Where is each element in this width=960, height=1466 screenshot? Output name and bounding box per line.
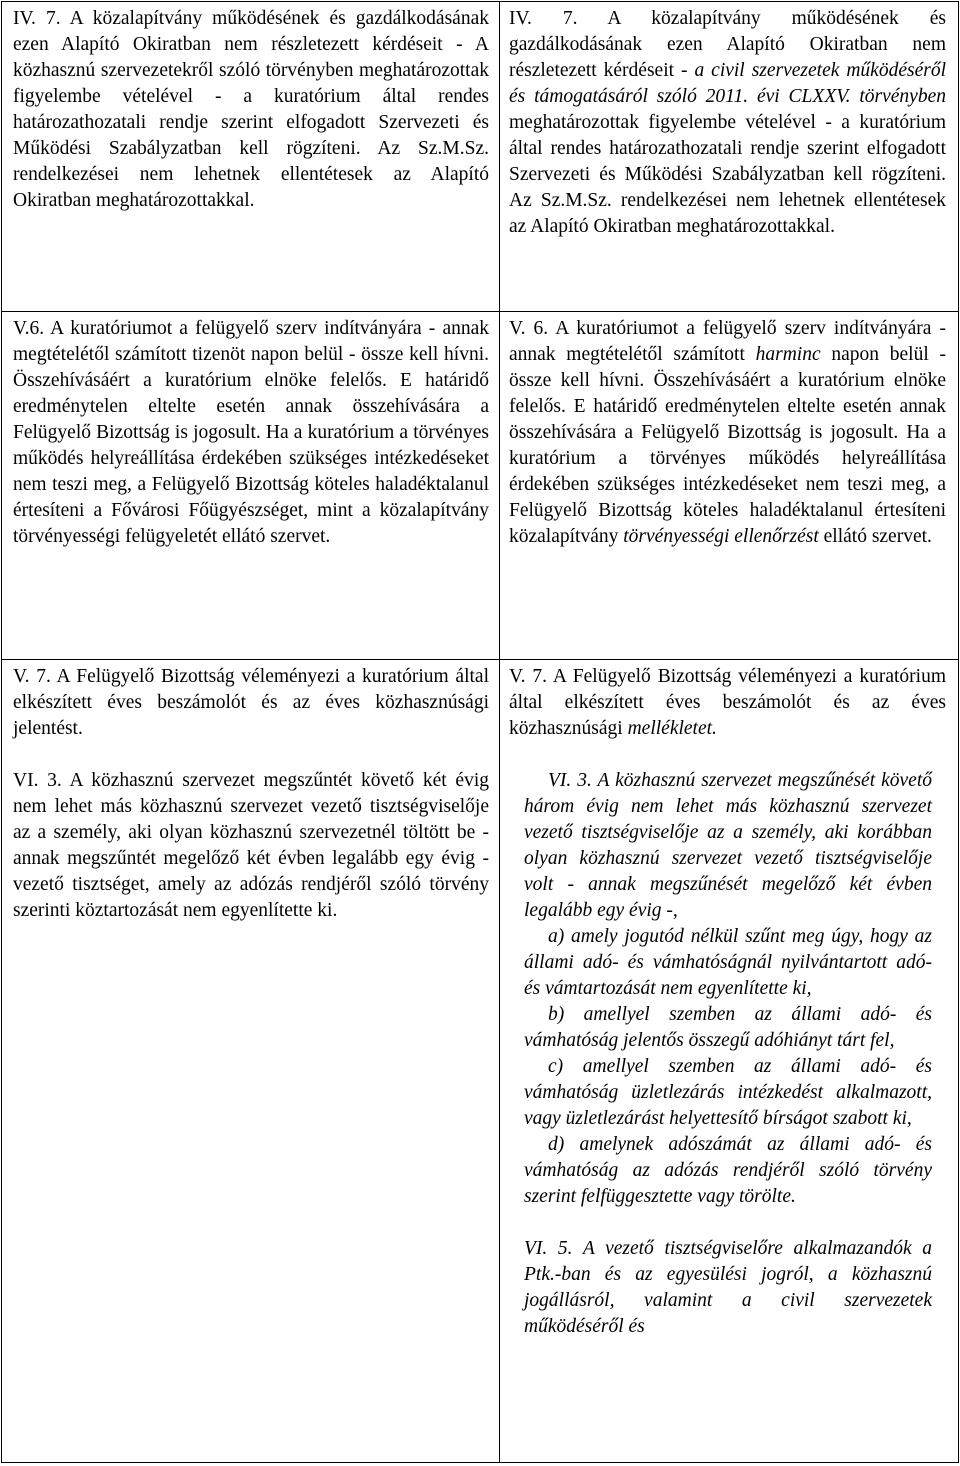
paragraph-iv7-old: IV. 7. A közalapítvány működésének és gazdálkodásának ezen Alapító Okiratban nem részletezett kérdéseit - A közhasznú szervezetekről szóló törvényben meghatározottak figyelembe vételével - a kuratórium által rendes határozathozatali rendje szerint elfogadott Szervezeti és Működési Szabályzatban kell rögzíteni. Az Sz.M.Sz. rendelkezései nem lehetnek ellentétesek az Alapító Okiratban meghatározottakkal. — [13, 8, 489, 211]
new-text-cell — [500, 660, 959, 1463]
old-text-cell — [2, 312, 500, 660]
paragraph-v6-new — [509, 316, 946, 550]
old-text-cell — [2, 2, 500, 312]
italic-text-span: a civil szervezetek működéséről és támogatásáról szóló 2011. évi CLXXV. törvényben — [509, 60, 946, 107]
italic-text-span: mellékletet. — [627, 718, 717, 739]
list-item: b) amellyel szemben az állami adó- és vámhatóság jelentős összegű adóhiányt tárt fel, — [524, 1004, 932, 1051]
paragraph-vi3-old: VI. 3. A közhasznú szervezet megszűntét követő két évig nem lehet más közhasznú szervezet vezető tisztségviselője az a személy, aki olyan közhasznú szervezetnél töltött be - annak megszűntét megelőző két évben legalább egy évig - vezető tisztséget, amely az adózás rendjéről szóló törvény szerinti köztartozását nem egyenlítette ki. — [13, 770, 489, 921]
list-item: c) amellyel szemben az állami adó- és vámhatóság üzletlezárás intézkedést alkalmazott, vagy üzletlezárást helyettesítő bírságot szabott ki, — [524, 1056, 932, 1129]
table-row — [2, 2, 959, 312]
paragraph-v7-new — [509, 664, 946, 742]
text-span: meghatározottak figyelembe vételével - a kuratórium által rendes határozathozatali rendje szerint elfogadott Szervezeti és Működési Szabályzatban kell rögzíteni. Az Sz.M.Sz. rendelkezései nem lehetnek ellentétesek az Alapító Okiratban meghatározottakkal. — [509, 112, 946, 237]
italic-text-span: harminc — [755, 344, 821, 365]
paragraph-iv7-new — [509, 6, 946, 240]
text-span: napon belül - össze kell hívni. Összehívásáért a kuratórium elnöke felelős. E határidő eredménytelen eltelte esetén annak összehívására a Felügyelő Bizottság is jogosult. Ha a kuratórium a törvényes működés helyreállítása érdekében szükséges intézkedéseket nem teszi meg, a Felügyelő Bizottság köteles haladéktalanul értesíteni közalapítvány — [509, 344, 946, 547]
spacer — [13, 742, 489, 768]
spacer — [509, 742, 946, 768]
text-span: V. 7. A Felügyelő Bizottság véleményezi a kuratórium által elkészített éves beszámolót és az éves közhasznúsági — [509, 666, 946, 739]
paragraph-vi3-new — [524, 768, 932, 1340]
vi3-intro: VI. 3. A közhasznú szervezet megszűnését követő három évig nem lehet más közhasznú szervezet vezető tisztségviselője az a személy, aki korábban olyan közhasznú szervezet vezető tisztségviselője volt - annak megszűnését megelőző két évben legalább egy évig -, — [524, 770, 932, 921]
text-span: V. 6. A kuratóriumot a felügyelő szerv indítványára - annak megtételétől számított — [509, 318, 946, 365]
table-row — [2, 660, 959, 1463]
paragraph-v6-old: V.6. A kuratóriumot a felügyelő szerv indítványára - annak megtételétől számított tizenöt napon belül - össze kell hívni. Összehívásáért a kuratórium elnöke felelős. E határidő eredménytelen eltelte esetén annak összehívására a Felügyelő Bizottság is jogosult. Ha a kuratórium a törvényes működés helyreállítása érdekében szükséges intézkedéseket nem teszi meg, a Felügyelő Bizottság köteles haladéktalanul értesíteni a Fővárosi Főügyészséget, mint a közalapítvány törvényességi felügyeletét ellátó szervet. — [13, 318, 489, 547]
new-text-cell — [500, 2, 959, 312]
italic-text-span: törvényességi ellenőrzést — [623, 526, 819, 547]
old-text-cell — [2, 660, 500, 1463]
comparison-table — [1, 1, 959, 1463]
table-row — [2, 312, 959, 660]
text-span: IV. 7. A közalapítvány működésének és gazdálkodásának ezen Alapító Okiratban nem részletezett kérdéseit - — [509, 8, 946, 81]
paragraph-vi5-new: VI. 5. A vezető tisztségviselőre alkalmazandók a Ptk.-ban és az egyesülési jogról, a közhasznú jogállásról, valamint a civil szervezetek működéséről és — [524, 1238, 932, 1337]
paragraph-v7-old: V. 7. A Felügyelő Bizottság véleményezi a kuratórium által elkészített éves beszámolót és az éves közhasznúsági jelentést. — [13, 666, 489, 739]
list-item: d) amelynek adószámát az állami adó- és vámhatóság az adózás rendjéről szóló törvény szerint felfüggesztette vagy törölte. — [524, 1134, 932, 1207]
new-text-cell — [500, 312, 959, 660]
spacer — [524, 1210, 932, 1236]
list-item: a) amely jogutód nélkül szűnt meg úgy, hogy az állami adó- és vámhatóságnál nyilvántartott adó- és vámtartozását nem egyenlítette ki, — [524, 926, 932, 999]
text-span: ellátó szervet. — [818, 526, 932, 547]
